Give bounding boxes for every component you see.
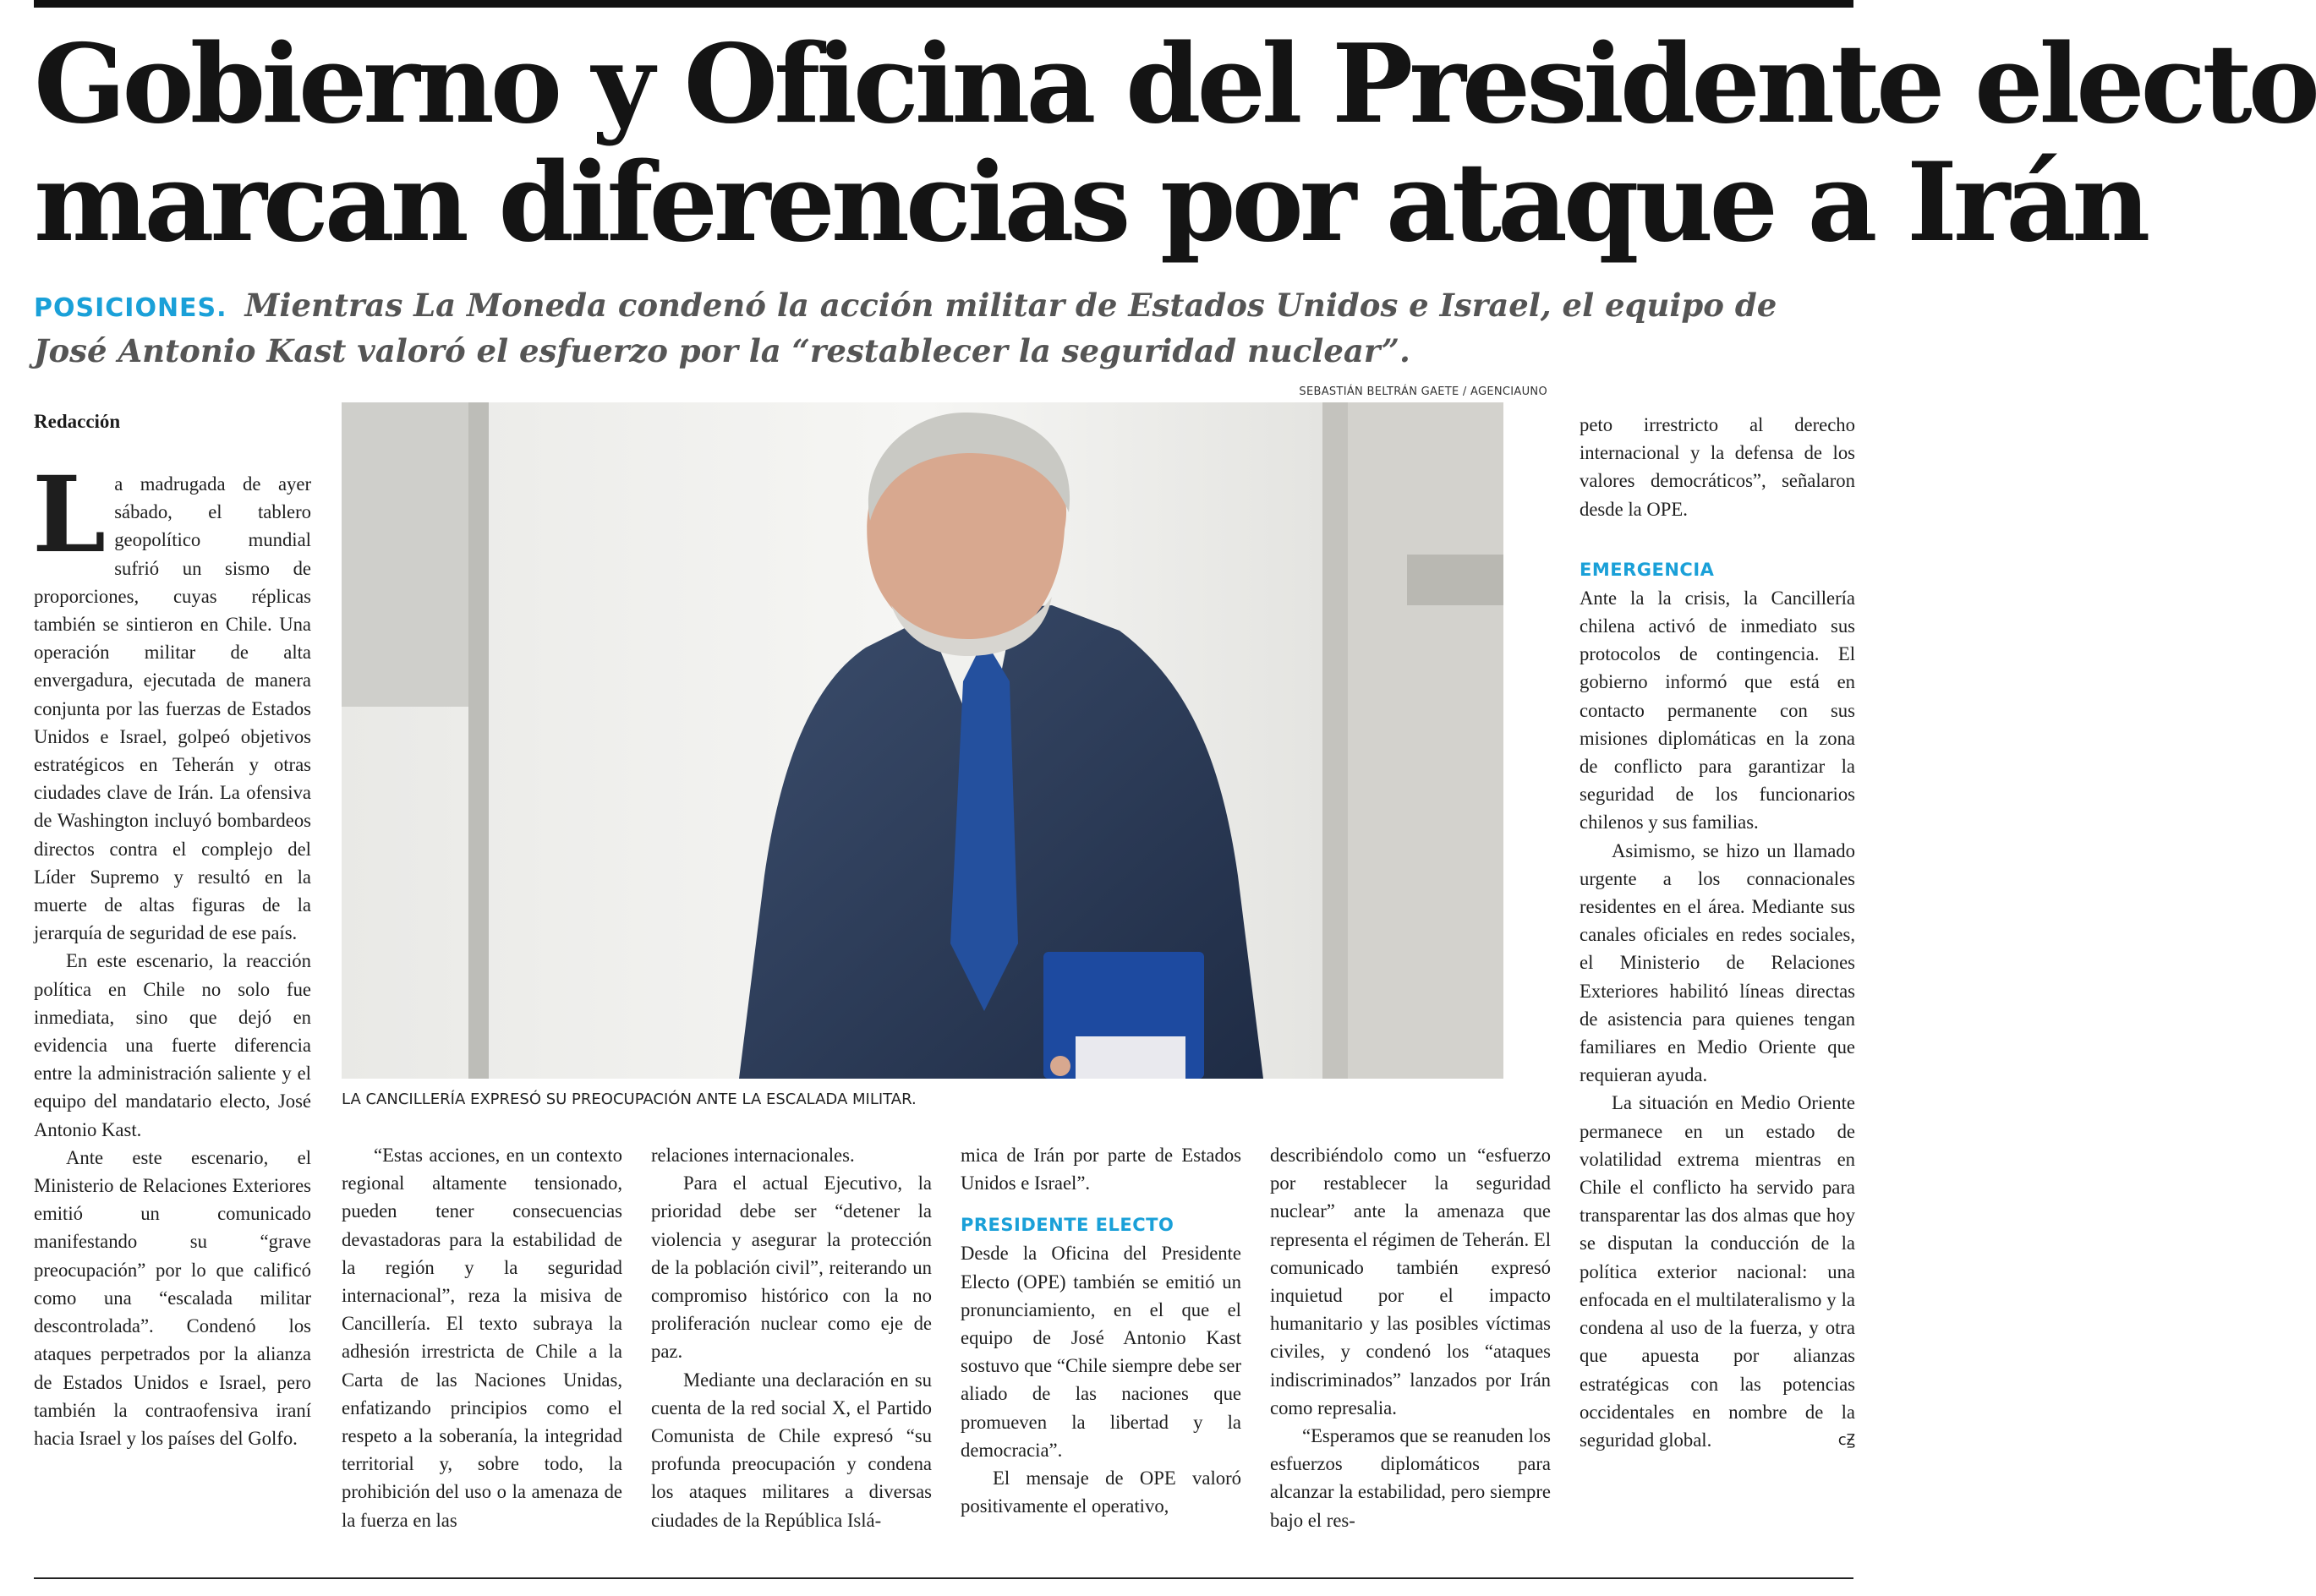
paragraph-8: El mensaje de OPE valoró positivamente el operativo, bbox=[961, 1468, 1241, 1517]
column-5 bbox=[1270, 1141, 1551, 1534]
paragraph-9: “Esperamos que se reanuden los esfuerzos diplomáticos para alcanzar la estabilidad, pero siempre bajo el res- bbox=[1270, 1425, 1551, 1531]
end-mark-icon: ᴄꙂ bbox=[1837, 1430, 1855, 1449]
paragraph-7: Desde la Oficina del Presidente Electo (OPE) también se emitió un pronunciamiento, en el que el equipo de José Antonio Kast sostuvo que “Chile siempre debe ser aliado de las naciones que promueven la libertad y la democracia”. bbox=[961, 1243, 1241, 1461]
deck-text: Mientras La Moneda condenó la acción militar de Estados Unidos e Israel, el equipo de José Antonio Kast valoró el esfuerzo por la “restablecer la seguridad nuclear”. bbox=[34, 287, 1777, 369]
subhead-presidente-electo: PRESIDENTE ELECTO bbox=[961, 1215, 1174, 1236]
paragraph-11: Asimismo, se hizo un llamado urgente a los connacionales residentes en el área. Mediante sus canales oficiales en redes sociales, el Ministerio de Relaciones Exteriores habilitó líneas directas de asistencia para quienes tengan familiares en Medio Oriente que requieran ayuda. bbox=[1580, 839, 1855, 1086]
paragraph-6-continued: mica de Irán por parte de Estados Unidos e Israel”. bbox=[961, 1145, 1241, 1194]
paragraph-10: Ante la la crisis, la Cancillería chilena activó de inmediato sus protocolos de contingencia. El gobierno informó que está en contacto permanente con sus misiones diplomáticas en la zona de conflicto para garantizar la seguridad de los funcionarios chilenos y sus familias. bbox=[1580, 587, 1855, 834]
column-3 bbox=[651, 1141, 932, 1534]
paragraph-4: “Estas acciones, en un contexto regional altamente tensionado, pueden tener consecuencias devastadoras para la estabilidad de la región y la seguridad internacional”, reza la misiva de Cancillería. El texto subraya la adhesión irrestricta de Chile a la Carta de las Naciones Unidas, enfatizando principios como el respeto a la soberanía, la integridad territorial y, sobre todo, la prohibición del uso o la amenaza de la fuerza en las bbox=[342, 1145, 622, 1531]
headline-line-2: marcan diferencias por ataque a Irán bbox=[34, 139, 2147, 266]
paragraph-9-continued: peto irrestricto al derecho internacional y la defensa de los valores democráticos”, señalaron desde la OPE. bbox=[1580, 414, 1855, 520]
photo-credit: SEBASTIÁN BELTRÁN GAETE / AGENCIAUNO bbox=[1299, 385, 1547, 398]
headline-line-1: Gobierno y Oficina del Presidente electo bbox=[34, 21, 2316, 148]
column-2 bbox=[342, 1141, 622, 1534]
deck bbox=[34, 284, 1853, 372]
paragraph-6: Mediante una declaración en su cuenta de la red social X, el Partido Comunista de Chile expresó “su profunda preocupación y condena los ataques militares a diversas ciudades de la República Islá- bbox=[651, 1369, 932, 1531]
column-4 bbox=[961, 1141, 1241, 1520]
column-6 bbox=[1580, 411, 1855, 1454]
subhead-emergencia: EMERGENCIA bbox=[1580, 559, 1715, 580]
deck-kicker: POSICIONES. bbox=[34, 293, 227, 323]
article-photo bbox=[342, 402, 1503, 1079]
paragraph-3: Ante este escenario, el Ministerio de Relaciones Exteriores emitió un comunicado manifestando su “grave preocupación” por lo que calificó como una “escalada militar descontrolada”. Condenó los ataques perpetrados por la alianza de Estados Unidos e Israel, pero también la contraofensiva iraní hacia Israel y los países del Golfo. bbox=[34, 1146, 311, 1449]
paragraph-12: La situación en Medio Oriente permanece en un estado de volatilidad extrema mientras en Chile el conflicto ha servido para transparentar las dos almas que hoy se disputan la conducción de la política exterior nacional: una enfocada en el multilateralismo y la condena al uso de la fuerza, y otra que apuesta por alianzas estratégicas con las potencias occidentales en nombre de la seguridad global. ᴄꙂ bbox=[1580, 1089, 1855, 1454]
bottom-rule bbox=[34, 1577, 1853, 1579]
paragraph-8-continued: describiéndolo como un “esfuerzo por restablecer la seguridad nuclear” ante la amenaza que representa el régimen de Teherán. El comunicado también expresó inquietud por el impacto humanitario y las posibles víctimas civiles, y condenó los “ataques indiscriminados” lanzados por Irán como represalia. bbox=[1270, 1145, 1551, 1418]
headline bbox=[34, 21, 2316, 266]
paragraph-2: En este escenario, la reacción política en Chile no solo fue inmediata, sino que dejó en evidencia una fuerte diferencia entre la administración saliente y el equipo del mandatario electo, José Antonio Kast. bbox=[34, 950, 311, 1140]
column-1 bbox=[32, 454, 311, 1452]
photo-caption: LA CANCILLERÍA EXPRESÓ SU PREOCUPACIÓN ANTE LA ESCALADA MILITAR. bbox=[342, 1090, 917, 1108]
paragraph-4-continued: relaciones internacionales. bbox=[651, 1145, 855, 1166]
byline: Redacción bbox=[34, 411, 121, 432]
drop-cap: L bbox=[32, 454, 107, 577]
top-rule bbox=[34, 0, 1853, 8]
paragraph-5: Para el actual Ejecutivo, la prioridad debe ser “detener la violencia y asegurar la protección de la población civil”, reiterando un compromiso histórico con la no proliferación nuclear como eje de paz. bbox=[651, 1172, 932, 1363]
paragraph-1: La madrugada de ayer sábado, el tablero geopolítico mundial sufrió un sismo de proporciones, cuyas réplicas también se sintieron en Chile. Una operación militar de alta envergadura, ejecutada de manera conjunta por las fuerzas de Estados Unidos e Israel, golpeó objetivos estratégicos en Teherán y otras ciudades clave de Irán. La ofensiva de Washington incluyó bombardeos directos contra el complejo del Líder Supremo y resultó en la muerte de altas figuras de la jerarquía de seguridad de ese país. bbox=[32, 454, 311, 944]
